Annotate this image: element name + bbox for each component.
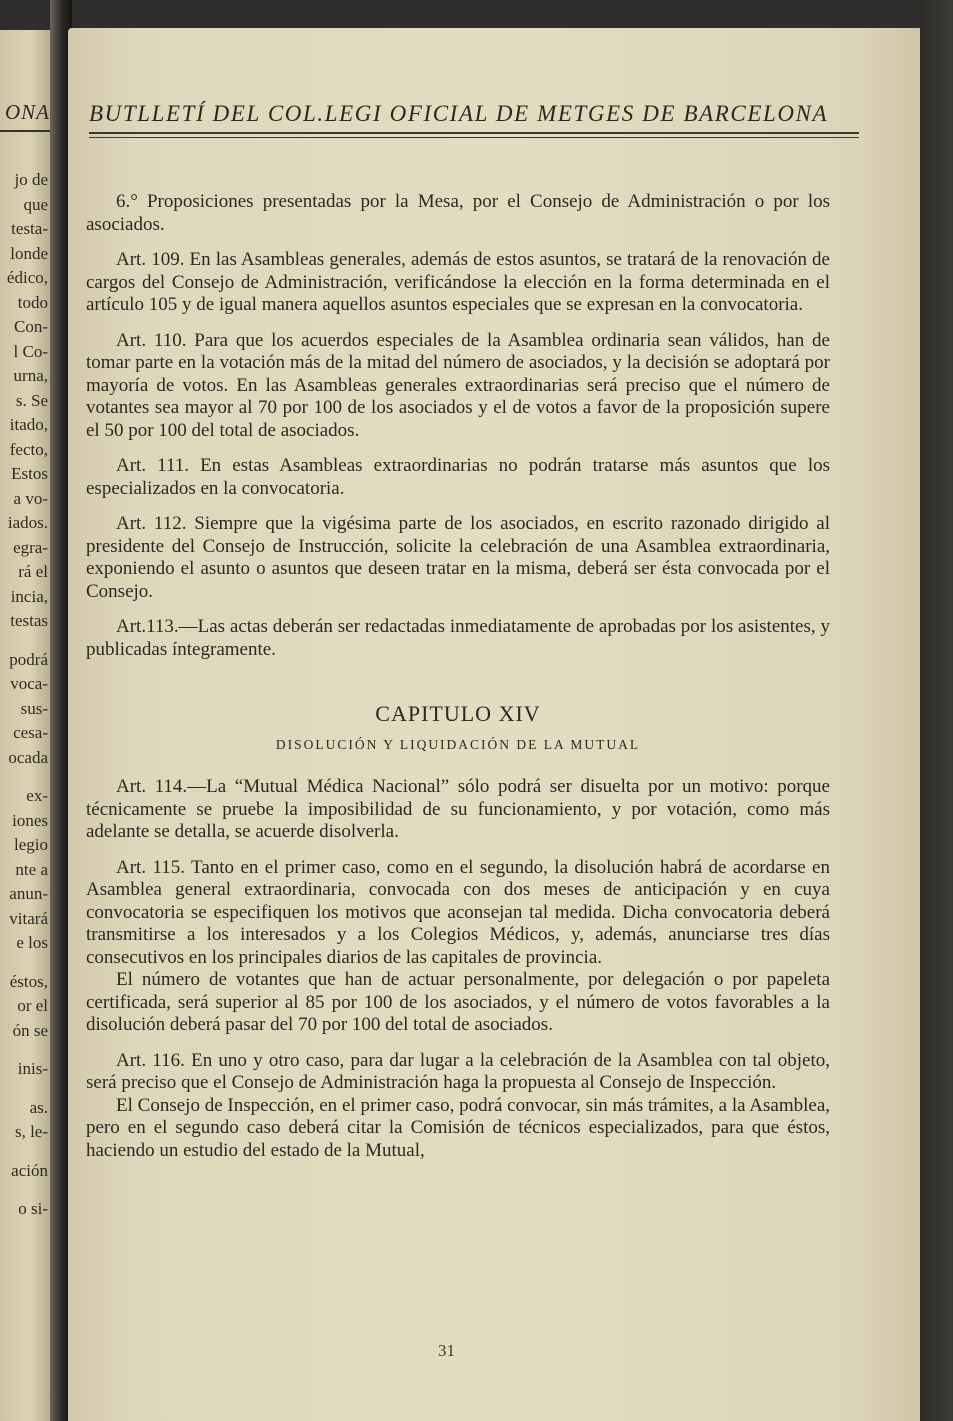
paragraph: Art. 114.—La “Mutual Médica Nacional” sólo podrá ser disuelta por un motivo: porque técnicamente se pruebe la imposibilidad de su funcionamiento, y por votación, como más adelante se detalla, se acuerde disolverla. — [86, 776, 830, 842]
left-page-fragment-line: e los — [16, 933, 48, 952]
left-page-fragment-line: fecto, — [9, 439, 48, 459]
paragraph: El número de votantes que han de actuar personalmente, por delegación o por papeleta certificada, será superior al 85 por 100 de los asociados, y el número de votos favorables a la disolución deberá pasar del 70 por 100 del total de asociados. — [86, 969, 830, 1035]
scan-background-edge — [920, 0, 953, 1421]
left-page-header: ONA — [5, 100, 50, 124]
left-page-fragment-line: incia, — [10, 586, 48, 606]
left-page-fragment-line: jo de — [14, 170, 48, 189]
left-page-fragment-line: legio — [14, 835, 48, 854]
paragraph: Art. 110. Para que los acuerdos especiales de la Asamblea ordinaria sean válidos, han de tomar parte en la votación más de la mitad del número de asociados, y la decisión se adoptará por mayoría de votos. En las Asambleas generales extraordinarias será preciso que el número de votantes sea mayor al 70 por 100 de los asociados y el de votos a favor de la proposición supere el 50 por 100 del total de asociados. — [86, 329, 830, 441]
left-page-fragment-line: que — [23, 194, 48, 214]
left-page-fragment-line: ocada — [8, 747, 48, 767]
paragraph: Art.113.—Las actas deberán ser redactadas inmediatamente de aprobadas por los asistentes, y publicadas íntegramente. — [86, 616, 830, 660]
body-text — [86, 191, 830, 1175]
left-page-fragment-line: rá el — [18, 562, 48, 581]
header-rule-thin — [89, 137, 859, 138]
paragraph: Art. 111. En estas Asambleas extraordinarias no podrán tratarse más asuntos que los especializados en la convocatoria. — [86, 455, 830, 499]
left-page-fragment-line: s. Se — [15, 390, 48, 410]
paragraph: Art. 115. Tanto en el primer caso, como en el segundo, la disolución habrá de acordarse en Asamblea general extraordinaria, convocada con dos meses de anticipación y en cuya convocatoria se especifiquen los motivos que aconsejan tal medida. Dicha convocatoria deberá transmitirse a los interesados y a los Colegios Médicos, y, además, anunciarse tres días consecutivos en los principales diarios de las capitales de provincia. — [86, 856, 830, 968]
left-page-fragment-line: anun- — [9, 884, 48, 903]
left-page-fragment-line: nte a — [15, 859, 48, 879]
header-rule — [89, 132, 859, 134]
left-page-fragment-line: édico, — [6, 268, 48, 287]
left-page-fragment-line: voca- — [10, 674, 48, 693]
paragraph: Art. 116. En uno y otro caso, para dar lugar a la celebración de la Asamblea con tal objeto, será preciso que el Consejo de Administración haga la propuesta al Consejo de Inspección. — [86, 1049, 830, 1093]
paragraph: 6.° Proposiciones presentadas por la Mesa, por el Consejo de Administración o por los asociados. — [86, 191, 830, 235]
left-page-fragment-line: egra- — [13, 537, 48, 557]
chapter-subtitle: DISOLUCIÓN Y LIQUIDACIÓN DE LA MUTUAL — [275, 736, 641, 752]
left-page-fragment-line: itado, — [9, 415, 48, 434]
running-header: BUTLLETÍ DEL COL.LEGI OFICIAL DE METGES DE BARCELONA — [89, 101, 829, 126]
left-page-fragment-line: testa- — [11, 219, 48, 238]
left-page-fragment-line: londe — [10, 243, 48, 263]
left-page-fragment-line: testas — [10, 611, 48, 630]
left-page-fragment-line: cesa- — [13, 723, 48, 742]
paragraph: Art. 112. Siempre que la vigésima parte de los asociados, en escrito razonado dirigido al presidente del Consejo de Instrucción, solicite la celebración de una Asamblea extraordinaria, exponiendo el asunto o asuntos que deseen tratar en la misma, deberá ser ésta convocada por el Consejo. — [86, 513, 830, 602]
left-page-fragment-line: todo — [17, 292, 48, 312]
left-page-fragment — [0, 30, 50, 1421]
left-page-fragment-line: as. — [29, 1097, 48, 1117]
right-page — [68, 28, 920, 1421]
left-page-fragment-line: s, le- — [14, 1122, 48, 1141]
chapter-title: CAPITULO XIV — [375, 701, 541, 726]
left-page-fragment-line: l Co- — [13, 341, 48, 361]
left-page-fragment-line: urna, — [13, 366, 48, 385]
left-page-fragment-line: Con- — [14, 317, 48, 336]
left-page-fragment-line: a vo- — [13, 488, 48, 508]
left-page-fragment-line: ación — [11, 1160, 48, 1180]
left-page-fragment-line: or el — [17, 996, 48, 1015]
left-page-fragment-line: Estos — [11, 464, 48, 483]
left-page-fragment-line: o si- — [18, 1199, 48, 1218]
left-page-fragment-line: éstos, — [9, 971, 48, 991]
left-page-fragment-line: iones — [12, 810, 48, 830]
left-page-fragment-line: ón se — [12, 1020, 48, 1040]
page-number: 31 — [438, 1341, 455, 1360]
left-page-fragment-line: ex- — [26, 786, 48, 805]
left-page-fragment-line: vitará — [9, 908, 48, 928]
left-page-fragment-line: iados. — [7, 513, 48, 532]
left-header-rule — [0, 130, 50, 132]
paragraph: Art. 109. En las Asambleas generales, además de estos asuntos, se tratará de la renovación de cargos del Consejo de Administración, verificándose la elección en la forma determinada en el artículo 105 y de igual manera aquellos asuntos especiales que se expresan en la convocatoria. — [86, 249, 830, 315]
left-page-fragment-line: inis- — [17, 1059, 48, 1078]
left-page-fragment-line: podrá — [9, 649, 48, 669]
paragraph: El Consejo de Inspección, en el primer caso, podrá convocar, sin más trámites, a la Asamblea, pero en el segundo caso deberá citar la Comisión de técnicos especializados, para que éstos, haciendo un estudio del estado de la Mutual, — [86, 1094, 830, 1161]
left-page-fragment-line: sus- — [20, 698, 48, 718]
